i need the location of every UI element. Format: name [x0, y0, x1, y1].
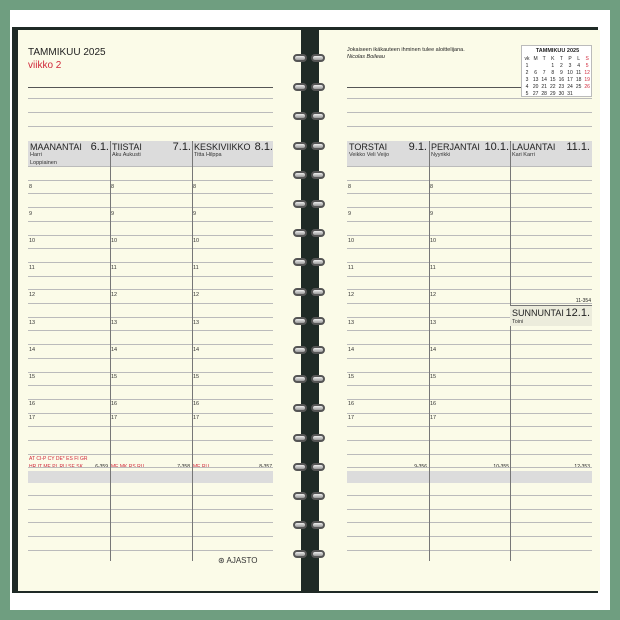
- mini-cal-day: 5: [585, 63, 589, 69]
- spiral-ring: [293, 346, 327, 354]
- mini-cal-header: L: [577, 56, 580, 62]
- mini-cal-day: 8: [551, 70, 555, 76]
- name-day: Toini: [512, 319, 524, 325]
- month-title: TAMMIKUU 2025: [28, 47, 106, 58]
- hour-label: 10: [348, 238, 355, 244]
- hour-label: 15: [430, 374, 437, 380]
- mini-cal-day: 25: [575, 84, 582, 90]
- hour-label: 10: [193, 238, 200, 244]
- left-page: [18, 30, 301, 591]
- name-day: Veikko Veli Veijo: [349, 152, 390, 158]
- mini-cal-day: 11: [575, 70, 582, 76]
- day-name: TIISTAI: [112, 142, 142, 152]
- name-day: Harri: [30, 152, 42, 158]
- mini-cal-day: 27: [532, 91, 539, 97]
- hour-label: 9: [193, 211, 197, 217]
- spiral-ring: [293, 317, 327, 325]
- hour-label: 11: [430, 265, 436, 271]
- mini-cal-day: 4: [525, 84, 529, 90]
- day-date: 10.1.: [484, 141, 509, 153]
- spiral-ring: [293, 404, 327, 412]
- holiday-label: Loppiainen: [30, 160, 57, 166]
- hour-label: 11: [193, 265, 199, 271]
- spiral-ring: [293, 288, 327, 296]
- spiral-ring: [293, 112, 327, 120]
- hour-label: 12: [348, 292, 355, 298]
- flag-days: AT CI-P CY DE* ES FI GR: [29, 456, 88, 462]
- spiral-ring: [293, 229, 327, 237]
- hour-label: 15: [29, 374, 36, 380]
- spiral-ring: [293, 521, 327, 529]
- spiral-ring: [293, 54, 327, 62]
- mini-cal-header: vk: [524, 56, 530, 62]
- mini-cal-day: 3: [525, 77, 529, 83]
- hour-label: 9: [430, 211, 434, 217]
- mini-cal-day: 2: [525, 70, 529, 76]
- name-day: Titta Hilppa: [194, 152, 222, 158]
- quote-author: Nicolas Boileau: [347, 54, 385, 60]
- mini-cal-day: 23: [558, 84, 565, 90]
- week-label: viikko 2: [28, 60, 62, 71]
- day-date: 9.1.: [408, 141, 427, 153]
- mini-cal-day: 3: [568, 63, 572, 69]
- hour-label: 8: [430, 184, 434, 190]
- spiral-ring: [293, 463, 327, 471]
- hour-label: 15: [111, 374, 118, 380]
- day-name: LAUANTAI: [512, 142, 556, 152]
- hour-label: 9: [29, 211, 33, 217]
- hour-label: 17: [193, 415, 200, 421]
- hour-label: 12: [111, 292, 118, 298]
- hour-label: 16: [111, 401, 118, 407]
- day-count: 11-354: [575, 298, 591, 304]
- hour-label: 10: [111, 238, 118, 244]
- hour-label: 17: [348, 415, 355, 421]
- day-name: PERJANTAI: [431, 142, 480, 152]
- mini-cal-day: 22: [550, 84, 556, 90]
- mini-cal-day: 17: [567, 77, 573, 83]
- hour-label: 11: [348, 265, 354, 271]
- mini-cal-day: 28: [541, 91, 547, 97]
- mini-cal-day: 16: [558, 77, 565, 83]
- name-day: Kari Karri: [512, 152, 535, 158]
- hour-label: 13: [29, 320, 36, 326]
- mini-cal-header: T: [542, 56, 546, 62]
- mini-cal-header: T: [559, 56, 563, 62]
- spiral-ring: [293, 171, 327, 179]
- mini-cal-day: 5: [525, 91, 529, 97]
- hour-label: 14: [193, 347, 200, 353]
- mini-cal-day: 18: [575, 77, 582, 83]
- name-day: Nyyrikki: [431, 152, 451, 158]
- name-day: Aku Aukusti: [112, 152, 141, 158]
- hour-label: 13: [348, 320, 355, 326]
- hour-label: 12: [193, 292, 200, 298]
- day-date: 8.1.: [254, 141, 273, 153]
- mini-cal-day: 29: [550, 91, 556, 97]
- mini-cal-day: 1: [551, 63, 555, 69]
- hour-label: 17: [29, 415, 36, 421]
- hour-label: 13: [111, 320, 118, 326]
- mini-cal-day: 14: [541, 77, 547, 83]
- hour-label: 8: [348, 184, 352, 190]
- hour-label: 14: [29, 347, 36, 353]
- mini-cal-day: 19: [584, 77, 590, 83]
- hour-label: 8: [111, 184, 115, 190]
- hour-label: 8: [193, 184, 197, 190]
- spiral-ring: [293, 434, 327, 442]
- spiral-ring: [293, 550, 327, 558]
- sunday-name: SUNNUNTAI: [512, 308, 564, 318]
- hour-label: 11: [111, 265, 117, 271]
- divider: [28, 87, 273, 88]
- spiral-ring: [293, 258, 327, 266]
- ajasto-logo: ⊛ AJASTO: [218, 556, 258, 565]
- hour-label: 10: [29, 238, 36, 244]
- hour-label: 17: [111, 415, 118, 421]
- mini-cal-header: S: [585, 56, 589, 62]
- hour-label: 8: [29, 184, 33, 190]
- mini-calendar-title: TAMMIKUU 2025: [535, 48, 580, 54]
- spiral-ring: [293, 142, 327, 150]
- hour-label: 12: [29, 292, 36, 298]
- mini-cal-day: 24: [567, 84, 573, 90]
- mini-cal-day: 26: [584, 84, 590, 90]
- mini-calendar: [521, 45, 592, 97]
- quote-text: Jokaiseen ikäkauteen ihminen tulee aloittelijana.: [347, 47, 465, 53]
- hour-label: 9: [111, 211, 115, 217]
- mini-cal-day: 12: [584, 70, 590, 76]
- hour-label: 12: [430, 292, 437, 298]
- mini-cal-day: 4: [577, 63, 580, 69]
- hour-label: 15: [348, 374, 355, 380]
- spiral-ring: [293, 200, 327, 208]
- hour-label: 16: [29, 401, 36, 407]
- day-name: KESKIVIIKKO: [194, 142, 251, 152]
- mini-cal-day: 13: [532, 77, 539, 83]
- hour-label: 14: [348, 347, 355, 353]
- day-name: MAANANTAI: [30, 142, 82, 152]
- mini-cal-day: 1: [525, 63, 529, 69]
- mini-cal-day: 20: [532, 84, 539, 90]
- day-date: 7.1.: [172, 141, 191, 153]
- mini-cal-day: 15: [550, 77, 556, 83]
- hour-label: 10: [430, 238, 437, 244]
- hour-label: 14: [430, 347, 437, 353]
- mini-cal-header: K: [551, 56, 555, 62]
- hour-label: 15: [193, 374, 200, 380]
- day-date: 6.1.: [90, 141, 109, 153]
- mini-cal-day: 6: [534, 70, 537, 76]
- hour-label: 17: [430, 415, 437, 421]
- mini-cal-day: 10: [567, 70, 573, 76]
- hour-label: 13: [193, 320, 200, 326]
- mini-cal-day: 30: [558, 91, 565, 97]
- sunday-date: 12.1.: [565, 307, 590, 319]
- hour-label: 16: [193, 401, 200, 407]
- mini-cal-day: 2: [560, 63, 563, 69]
- mini-cal-header: P: [568, 56, 572, 62]
- mini-cal-day: 9: [560, 70, 563, 76]
- spiral-ring: [293, 83, 327, 91]
- mini-cal-day: 31: [567, 91, 573, 97]
- hour-label: 14: [111, 347, 118, 353]
- hour-label: 11: [29, 265, 35, 271]
- hour-label: 16: [348, 401, 355, 407]
- day-name: TORSTAI: [349, 142, 388, 152]
- day-date: 11.1.: [566, 141, 590, 153]
- mini-cal-day: 7: [542, 70, 546, 76]
- hour-label: 9: [348, 211, 352, 217]
- spiral-ring: [293, 375, 327, 383]
- right-page: [319, 30, 600, 591]
- spiral-ring: [293, 492, 327, 500]
- mini-cal-header: M: [533, 56, 538, 62]
- hour-label: 13: [430, 320, 437, 326]
- mini-cal-day: 21: [541, 84, 547, 90]
- hour-label: 16: [430, 401, 437, 407]
